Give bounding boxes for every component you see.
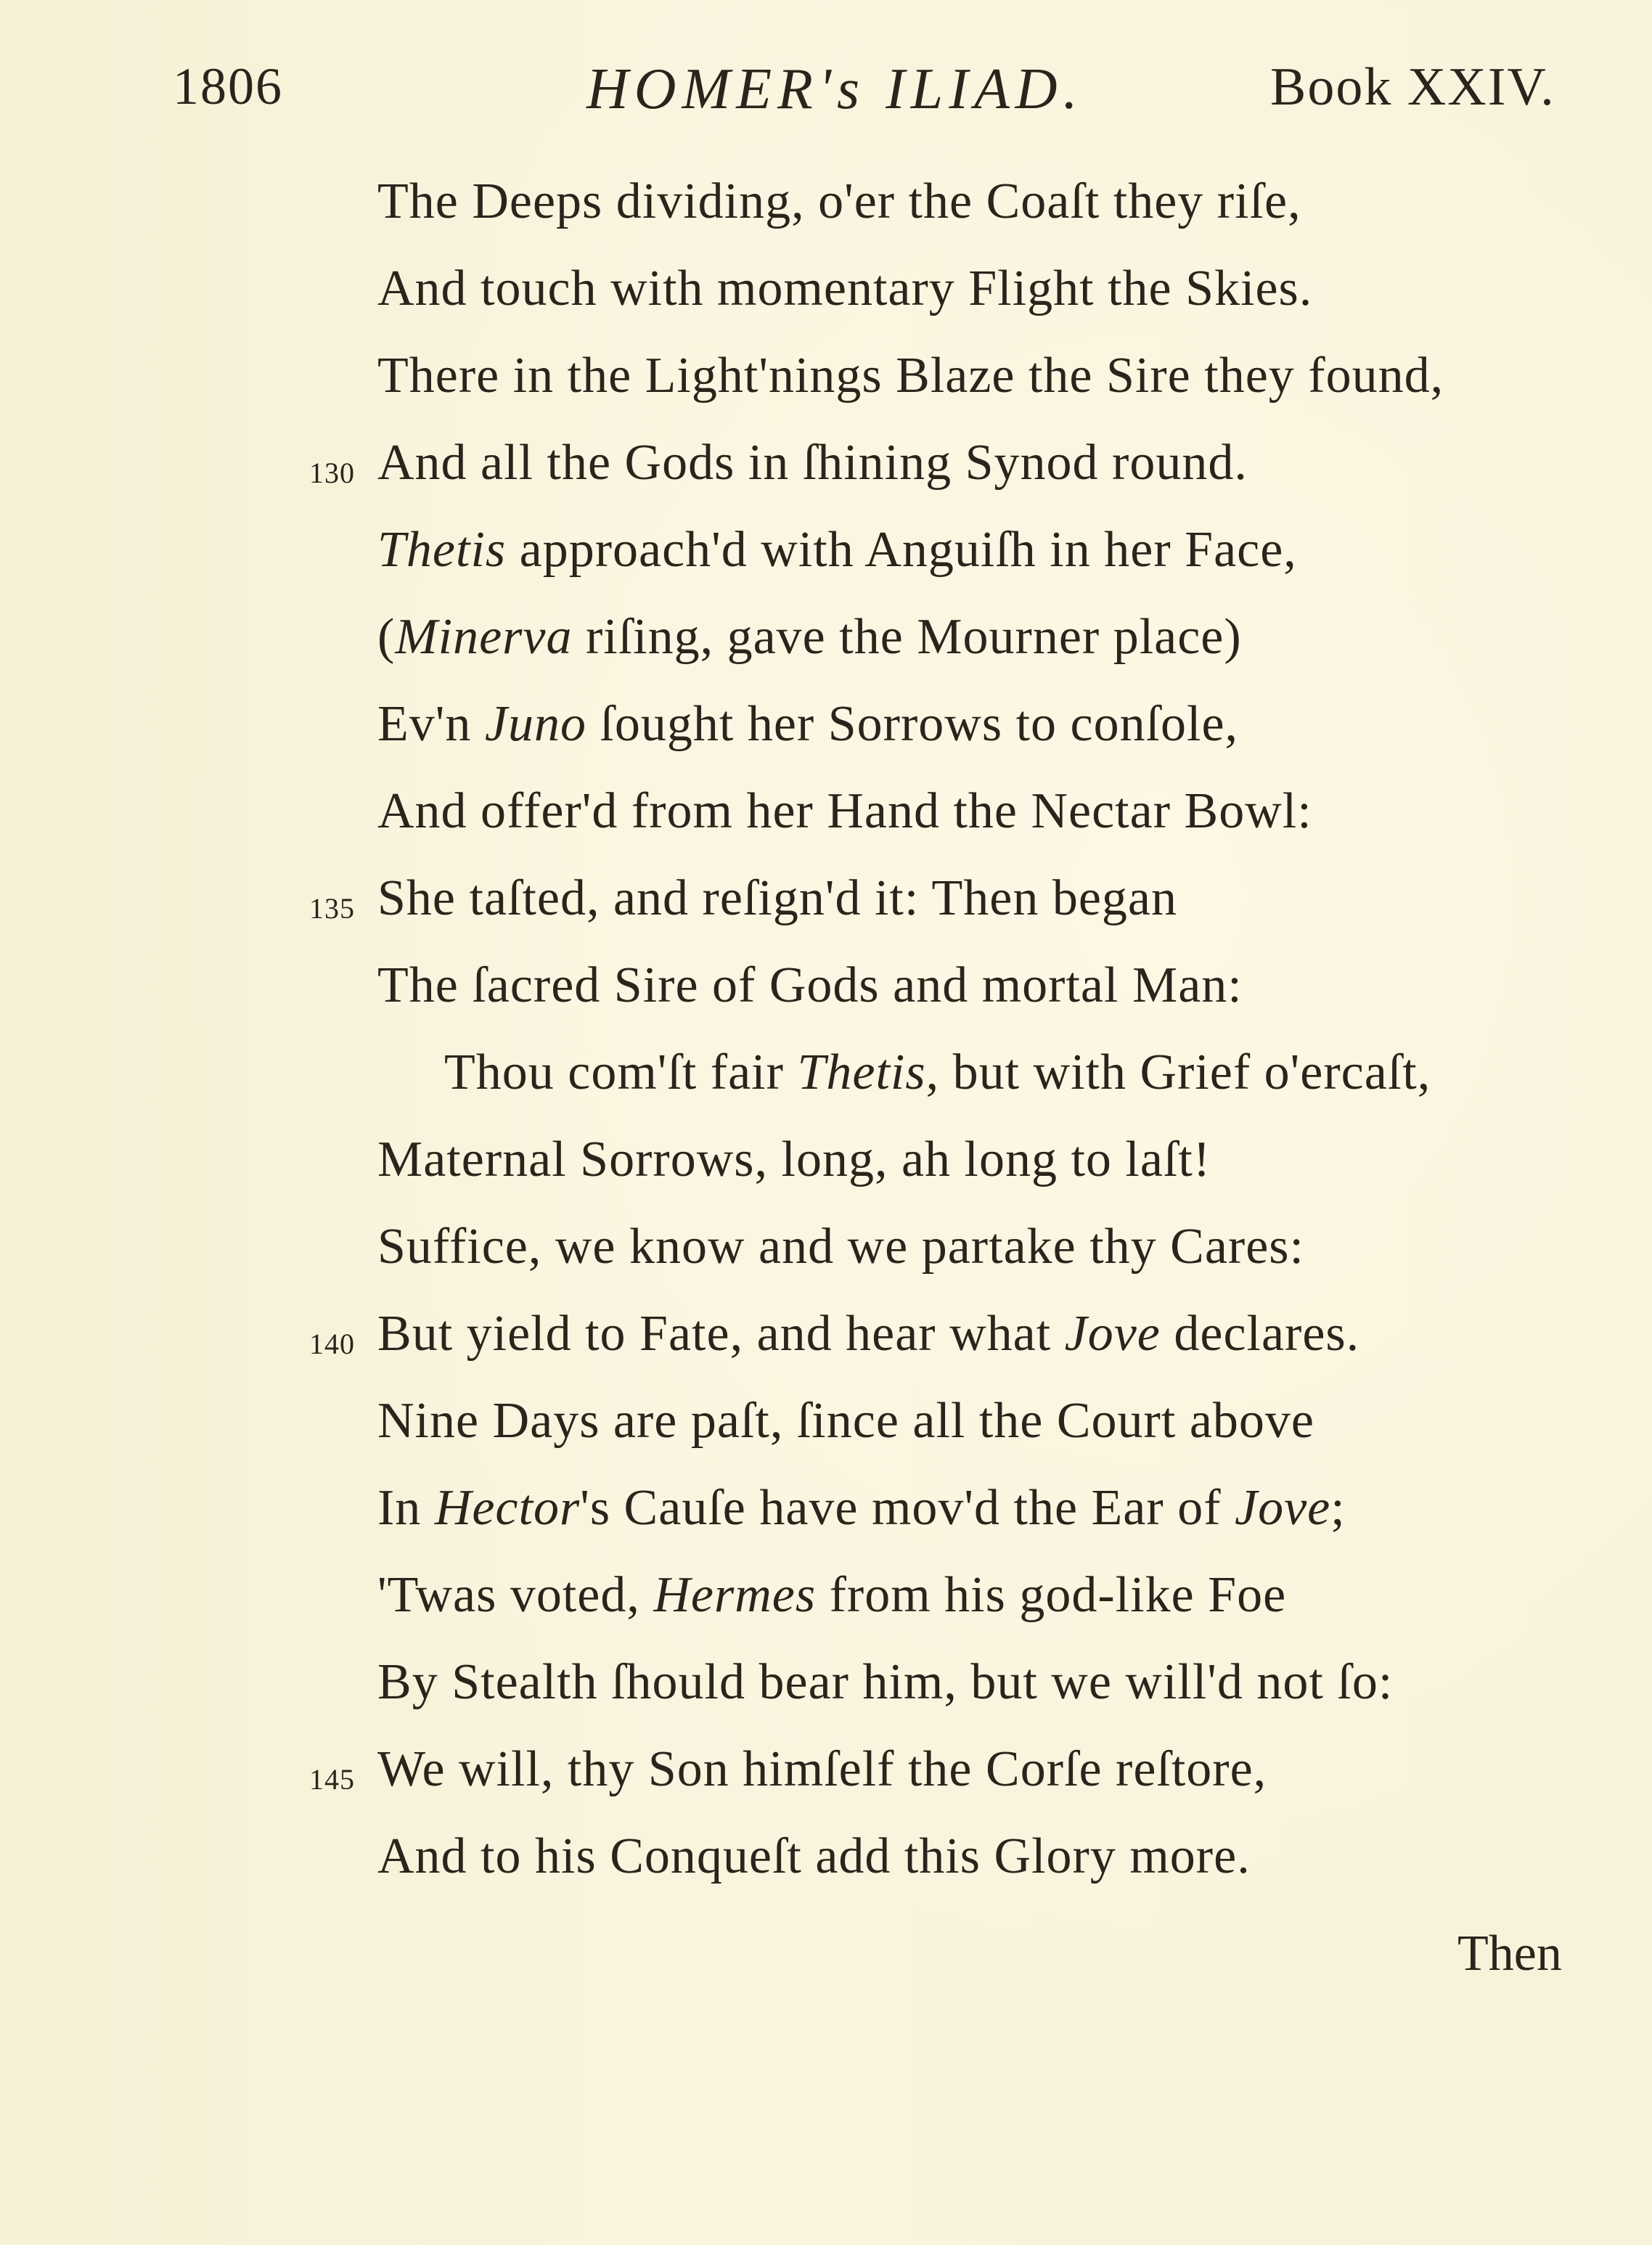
verse-line: But yield to Fate, and hear what Jove declares.	[377, 1306, 1360, 1362]
verse-line: Maternal Sorrows, long, ah long to laſt!	[377, 1132, 1211, 1187]
verse-line: By Stealth ſhould bear him, but we will'd not ſo:	[377, 1654, 1394, 1710]
verse-line: In Hector's Cauſe have mov'd the Ear of Jove;	[377, 1480, 1346, 1536]
verse-line: There in the Light'nings Blaze the Sire they found,	[377, 348, 1444, 404]
verse-line: And to his Conqueſt add this Glory more.	[377, 1828, 1251, 1884]
running-header	[0, 57, 1652, 136]
verse-line: The ſacred Sire of Gods and mortal Man:	[377, 957, 1243, 1013]
running-title: HOMER's ILIAD.	[586, 57, 1084, 121]
verse-line: And all the Gods in ſhining Synod round.	[377, 435, 1248, 491]
verse-line: (Minerva riſing, gave the Mourner place)	[377, 609, 1242, 665]
verse-line: She taſted, and reſign'd it: Then began	[377, 870, 1177, 926]
line-number: 140	[309, 1328, 355, 1360]
book-label: Book XXIV.	[1270, 57, 1555, 117]
page-number: 1806	[173, 57, 283, 115]
verse-line: Thou com'ſt fair Thetis, but with Grief o'ercaſt,	[444, 1044, 1431, 1100]
verse-line: Nine Days are paſt, ſince all the Court above	[377, 1393, 1314, 1449]
line-number: 130	[309, 457, 355, 489]
verse-line: The Deeps dividing, o'er the Coaſt they riſe,	[377, 173, 1301, 229]
verse-line: We will, thy Son himſelf the Corſe reſtore,	[377, 1741, 1267, 1797]
verse-line: And offer'd from her Hand the Nectar Bowl:	[377, 783, 1312, 839]
line-number: 135	[309, 892, 355, 925]
verse-line: Ev'n Juno ſought her Sorrows to conſole,	[377, 696, 1239, 752]
catchword: Then	[1457, 1926, 1562, 1982]
verse-line: And touch with momentary Flight the Skies.	[377, 261, 1313, 316]
verse-line: Suffice, we know and we partake thy Cares:	[377, 1219, 1304, 1275]
line-number: 145	[309, 1763, 355, 1796]
verse-line: Thetis approach'd with Anguiſh in her Face,	[377, 522, 1297, 578]
verse-line: 'Twas voted, Hermes from his god-like Foe	[377, 1567, 1287, 1623]
